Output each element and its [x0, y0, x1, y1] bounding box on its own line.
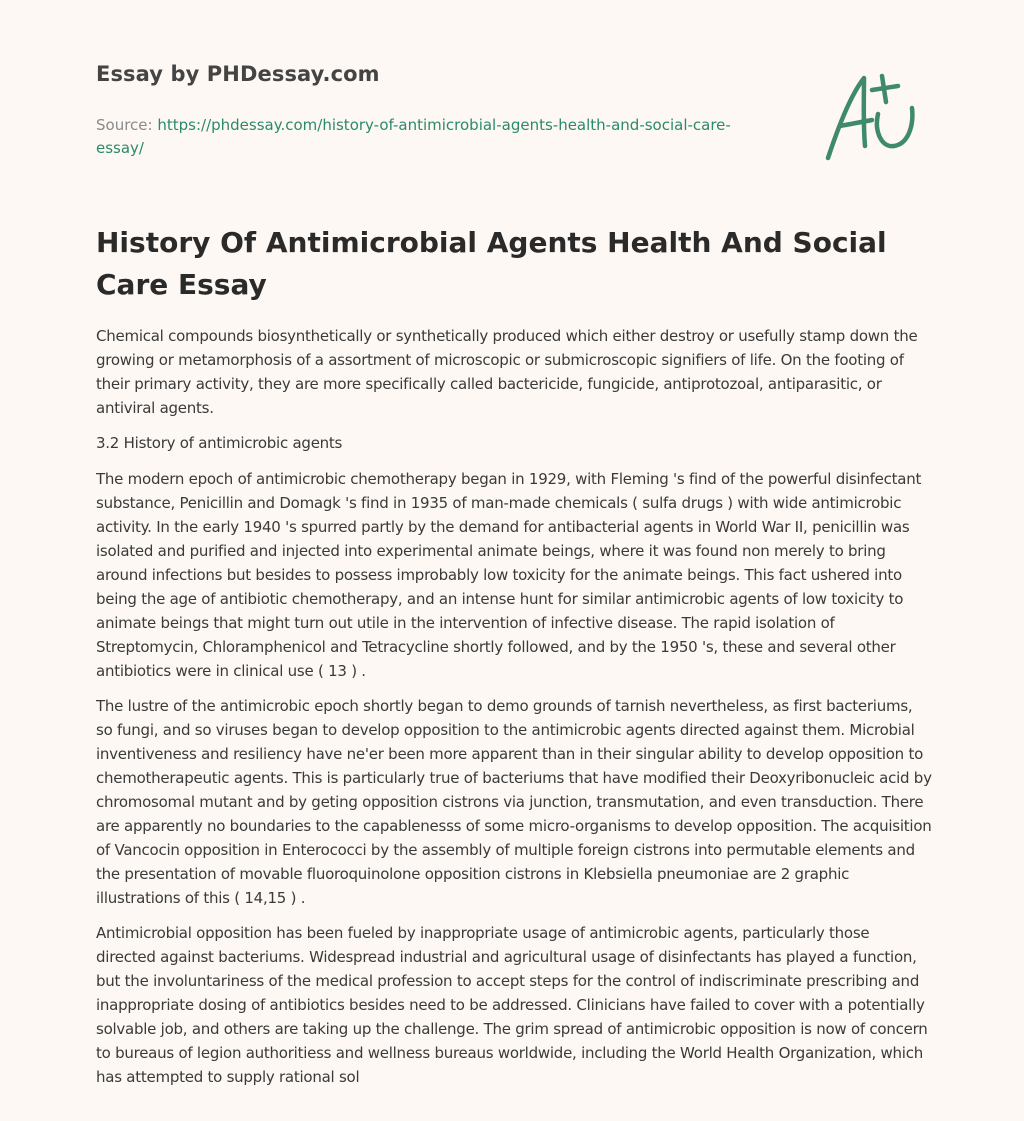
paragraph-resistance: The lustre of the antimicrobic epoch shortly began to demo grounds of tarnish nevertheless, as first bacteriums, so fungi, and so viruses began to develop opposition to the antimicrobic agents directed against them. Microbial inventiveness and resiliency have ne'er been more apparent than in their singular ability to develop opposition to chemotherapeutic agents. This is particularly true of bacteriums that have modified their Deoxyribonucleic acid by chromosomal mutant and by geting opposition cistrons via junction, transmutation, and even transduction. There are apparently no boundaries to the capablenesss of some micro-organisms to develop opposition. The acquisition of Vancocin opposition in Enterococci by the assembly of multiple foreign cistrons into permutable elements and the presentation of movable fluoroquinolone opposition cistrons in Klebsiella pneumoniae are 2 graphic illustrations of this ( 14,15 ) . — [96, 697, 932, 907]
page-header — [96, 62, 796, 160]
paragraph-misuse: Antimicrobial opposition has been fueled by inappropriate usage of antimicrobic agents, particularly those directed against bacteriums. Widespread industrial and agricultural usage of disinfectants has played a function, but the involuntariness of the medical profession to accept steps for the control of indiscriminate prescribing and inappropriate dosing of antibiotics besides need to be addressed. Clinicians have failed to cover with a potentially solvable job, and others are taking up the challenge. The grim spread of antimicrobic opposition is now of concern to bureaus of legion authoritiess and wellness bureaus worldwide, including the World Health Organization, which has attempted to supply rational sol — [96, 924, 928, 1086]
a-plus-logo — [822, 68, 926, 164]
site-title: Essay by PHDessay.com — [96, 62, 380, 86]
source-line — [96, 114, 746, 160]
section-heading: 3.2 History of antimicrobic agents — [96, 434, 343, 452]
paragraph-history: The modern epoch of antimicrobic chemotherapy began in 1929, with Fleming 's find of the powerful disinfectant substance, Penicillin and Domagk 's find in 1935 of man-made chemicals ( sulfa drugs ) with wide antimicrobic activity. In the early 1940 's spurred partly by the demand for antibacterial agents in World War II, penicillin was isolated and purified and injected into experimental animate beings, where it was found non merely to bring around infections but besides to possess improbably low toxicity for the animate beings. This fact ushered into being the age of antibiotic chemotherapy, and an intense hunt for similar antimicrobic agents of low toxicity to animate beings that might turn out utile in the intervention of infective disease. The rapid isolation of Streptomycin, Chloramphenicol and Tetracycline shortly followed, and by the 1950 's, these and several other antibiotics were in clinical use ( 13 ) . — [96, 470, 922, 680]
source-link[interactable]: https://phdessay.com/history-of-antimicrobial-agents-health-and-social-care-essay/ — [96, 116, 731, 157]
article-title: History Of Antimicrobial Agents Health And Social Care Essay — [96, 226, 887, 301]
source-label: Source: — [96, 116, 153, 134]
paragraph-intro: Chemical compounds biosynthetically or synthetically produced which either destroy or usefully stamp down the growing or metamorphosis of a assortment of microscopic or submicroscopic signifiers of life. On the footing of their primary activity, they are more specifically called bactericide, fungicide, antiprotozoal, antiparasitic, or antiviral agents. — [96, 327, 918, 417]
article-body — [96, 324, 932, 1100]
